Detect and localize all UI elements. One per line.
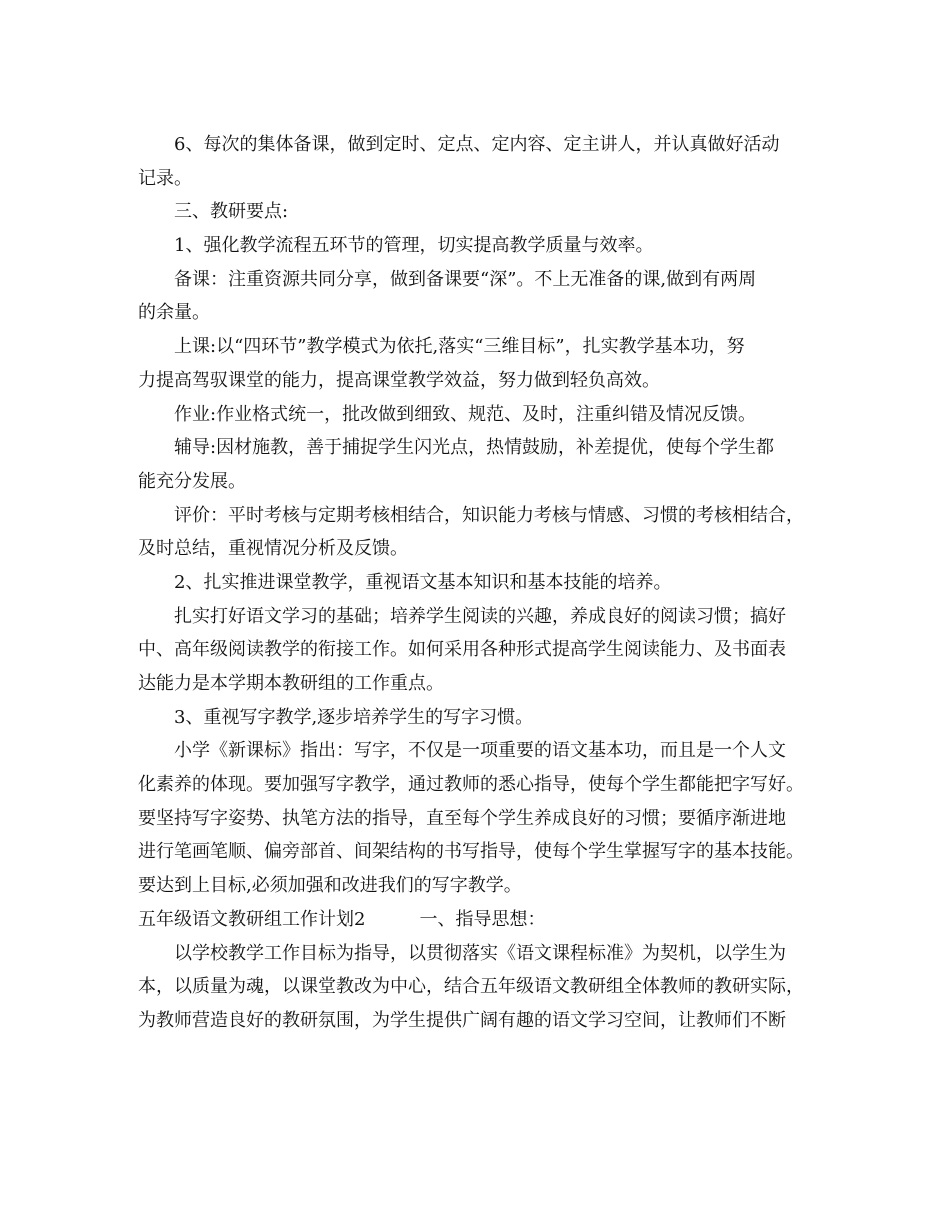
paragraph-line: 为教师营造良好的教研氛围，为学生提供广阔有趣的语文学习空间，让教师们不断 bbox=[138, 1009, 786, 1031]
paragraph-line: 及时总结，重视情况分析及反馈。 bbox=[138, 538, 408, 560]
paragraph-line: 3、重视写字教学,逐步培养学生的写字习惯。 bbox=[174, 706, 534, 728]
paragraph-line: 要达到上目标,必须加强和改进我们的写字教学。 bbox=[138, 875, 522, 897]
paragraph-line: 的余量。 bbox=[138, 302, 210, 324]
paragraph-line: 评价：平时考核与定期考核相结合，知识能力考核与情感、习惯的考核相结合， bbox=[174, 504, 804, 526]
paragraph-line: 能充分发展。 bbox=[138, 470, 246, 492]
paragraph-line: 2、扎实推进课堂教学，重视语文基本知识和基本技能的培养。 bbox=[174, 571, 672, 593]
document-body bbox=[138, 128, 828, 1038]
paragraph-line: 扎实打好语文学习的基础；培养学生阅读的兴趣，养成良好的阅读习惯；搞好 bbox=[174, 605, 786, 627]
paragraph-line: 1、强化教学流程五环节的管理，切实提高教学质量与效率。 bbox=[174, 235, 654, 257]
paragraph-line: 本，以质量为魂，以课堂教改为中心，结合五年级语文教研组全体教师的教研实际， bbox=[138, 976, 804, 998]
paragraph-line: 力提高驾驭课堂的能力，提高课堂教学效益，努力做到轻负高效。 bbox=[138, 369, 660, 391]
paragraph-line: 上课:以“四环节”教学模式为依托,落实“三维目标”，扎实教学基本功，努 bbox=[174, 336, 745, 358]
paragraph-line: 要坚持写字姿势、执笔方法的指导，直至每个学生养成良好的习惯；要循序渐进地 bbox=[138, 807, 786, 829]
paragraph-line: 化素养的体现。要加强写字教学，通过教师的悉心指导，使每个学生都能把字写好。 bbox=[138, 774, 804, 796]
paragraph-line: 记录。 bbox=[138, 167, 192, 189]
paragraph-line: 以学校教学工作目标为指导，以贯彻落实《语文课程标准》为契机，以学生为 bbox=[174, 942, 786, 964]
paragraph-line: 作业:作业格式统一，批改做到细致、规范、及时，注重纠错及情况反馈。 bbox=[174, 403, 757, 425]
paragraph-line: 达能力是本学期本教研组的工作重点。 bbox=[138, 673, 444, 694]
paragraph-line: 6、每次的集体备课，做到定时、定点、定内容、定主讲人，并认真做好活动 bbox=[174, 134, 780, 155]
paragraph-line: 中、高年级阅读教学的衔接工作。如何采用各种形式提高学生阅读能力、及书面表 bbox=[138, 639, 786, 661]
paragraph-line: 辅导:因材施教，善于捕捉学生闪光点，热情鼓励，补差提优，使每个学生都 bbox=[174, 437, 775, 459]
paragraph-line: 五年级语文教研组工作计划2 一、指导思想： bbox=[138, 908, 546, 930]
paragraph-line: 进行笔画笔顺、偏旁部首、间架结构的书写指导，使每个学生掌握写字的基本技能。 bbox=[138, 841, 804, 863]
paragraph-line: 小学《新课标》指出：写字，不仅是一项重要的语文基本功，而且是一个人文 bbox=[174, 740, 786, 762]
paragraph-line: 三、教研要点: bbox=[174, 201, 289, 223]
paragraph-line: 备课：注重资源共同分享，做到备课要“深”。不上无准备的课,做到有两周 bbox=[174, 268, 757, 290]
